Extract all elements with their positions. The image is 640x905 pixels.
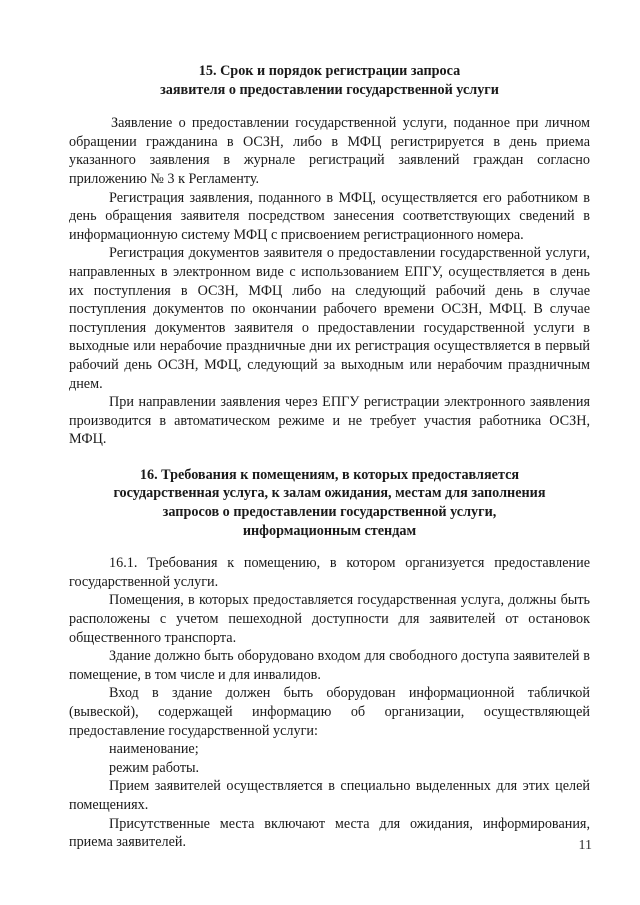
list-item: наименование; (109, 741, 199, 758)
section-16-heading (69, 466, 590, 540)
list-item: режим работы. (109, 759, 200, 776)
paragraph: Регистрация документов заявителя о предоставлении государственной услуги, направленных в электронном виде с использованием ЕПГУ, осуществляется в день их поступления в ОСЗН, МФЦ либо на следующий рабочий день в случае поступления документов по окончании рабочего времени ОСЗН, МФЦ. В случае поступления документов заявителя о предоставлении государственной услуги в выходные или нерабочие праздничные дни их регистрация осуществляется в первый рабочий день ОСЗН, МФЦ, следующий за выходным или нерабочим праздничным днем. (69, 245, 590, 392)
paragraph: При направлении заявления через ЕПГУ регистрации электронного заявления производится в автоматическом режиме и не требует участия работника ОСЗН, МФЦ. (69, 394, 590, 448)
heading-line: заявителя о предоставлении государственной услуги (160, 81, 499, 98)
section-15-heading (69, 62, 590, 99)
paragraph: Здание должно быть оборудовано входом для свободного доступа заявителей в помещение, в том числе и для инвалидов. (69, 648, 590, 683)
paragraph: Прием заявителей осуществляется в специально выделенных для этих целей помещениях. (69, 778, 590, 813)
heading-line: государственная услуга, к залам ожидания, местам для заполнения (113, 485, 546, 502)
heading-line: запросов о предоставлении государственной услуги, (162, 504, 497, 521)
section-16 (69, 466, 590, 852)
paragraph: Помещения, в которых предоставляется государственная услуга, должны быть расположены с учетом пешеходной доступности для заявителей от остановок общественного транспорта. (69, 592, 590, 646)
paragraph: Присутственные места включают места для ожидания, информирования, приема заявителей. (69, 815, 590, 851)
paragraph: Регистрация заявления, поданного в МФЦ, осуществляется его работником в день обращения заявителя посредством занесения соответствующих сведений в информационную систему МФЦ с присвоением регистрационного номера. (69, 189, 590, 243)
heading-line: информационным стендам (242, 522, 417, 539)
page-number: 11 (578, 838, 592, 853)
heading-line: 16. Требования к помещениям, в которых предоставляется (139, 466, 520, 483)
heading-line: 15. Срок и порядок регистрации запроса (198, 63, 461, 79)
paragraph: 16.1. Требования к помещению, в котором организуется предоставление государственной услуги. (69, 555, 590, 590)
paragraph: Заявление о предоставлении государственной услуги, поданное при личном обращении гражданина в ОСЗН, либо в МФЦ регистрируется в день приема указанного заявления в журнале регистраций заявлений граждан согласно приложению № 3 к Регламенту. (69, 115, 590, 187)
section-15 (69, 62, 590, 449)
paragraph: Вход в здание должен быть оборудован информационной табличкой (вывеской), содержащей информацию об организации, осуществляющей предоставление государственной услуги: (69, 685, 590, 739)
